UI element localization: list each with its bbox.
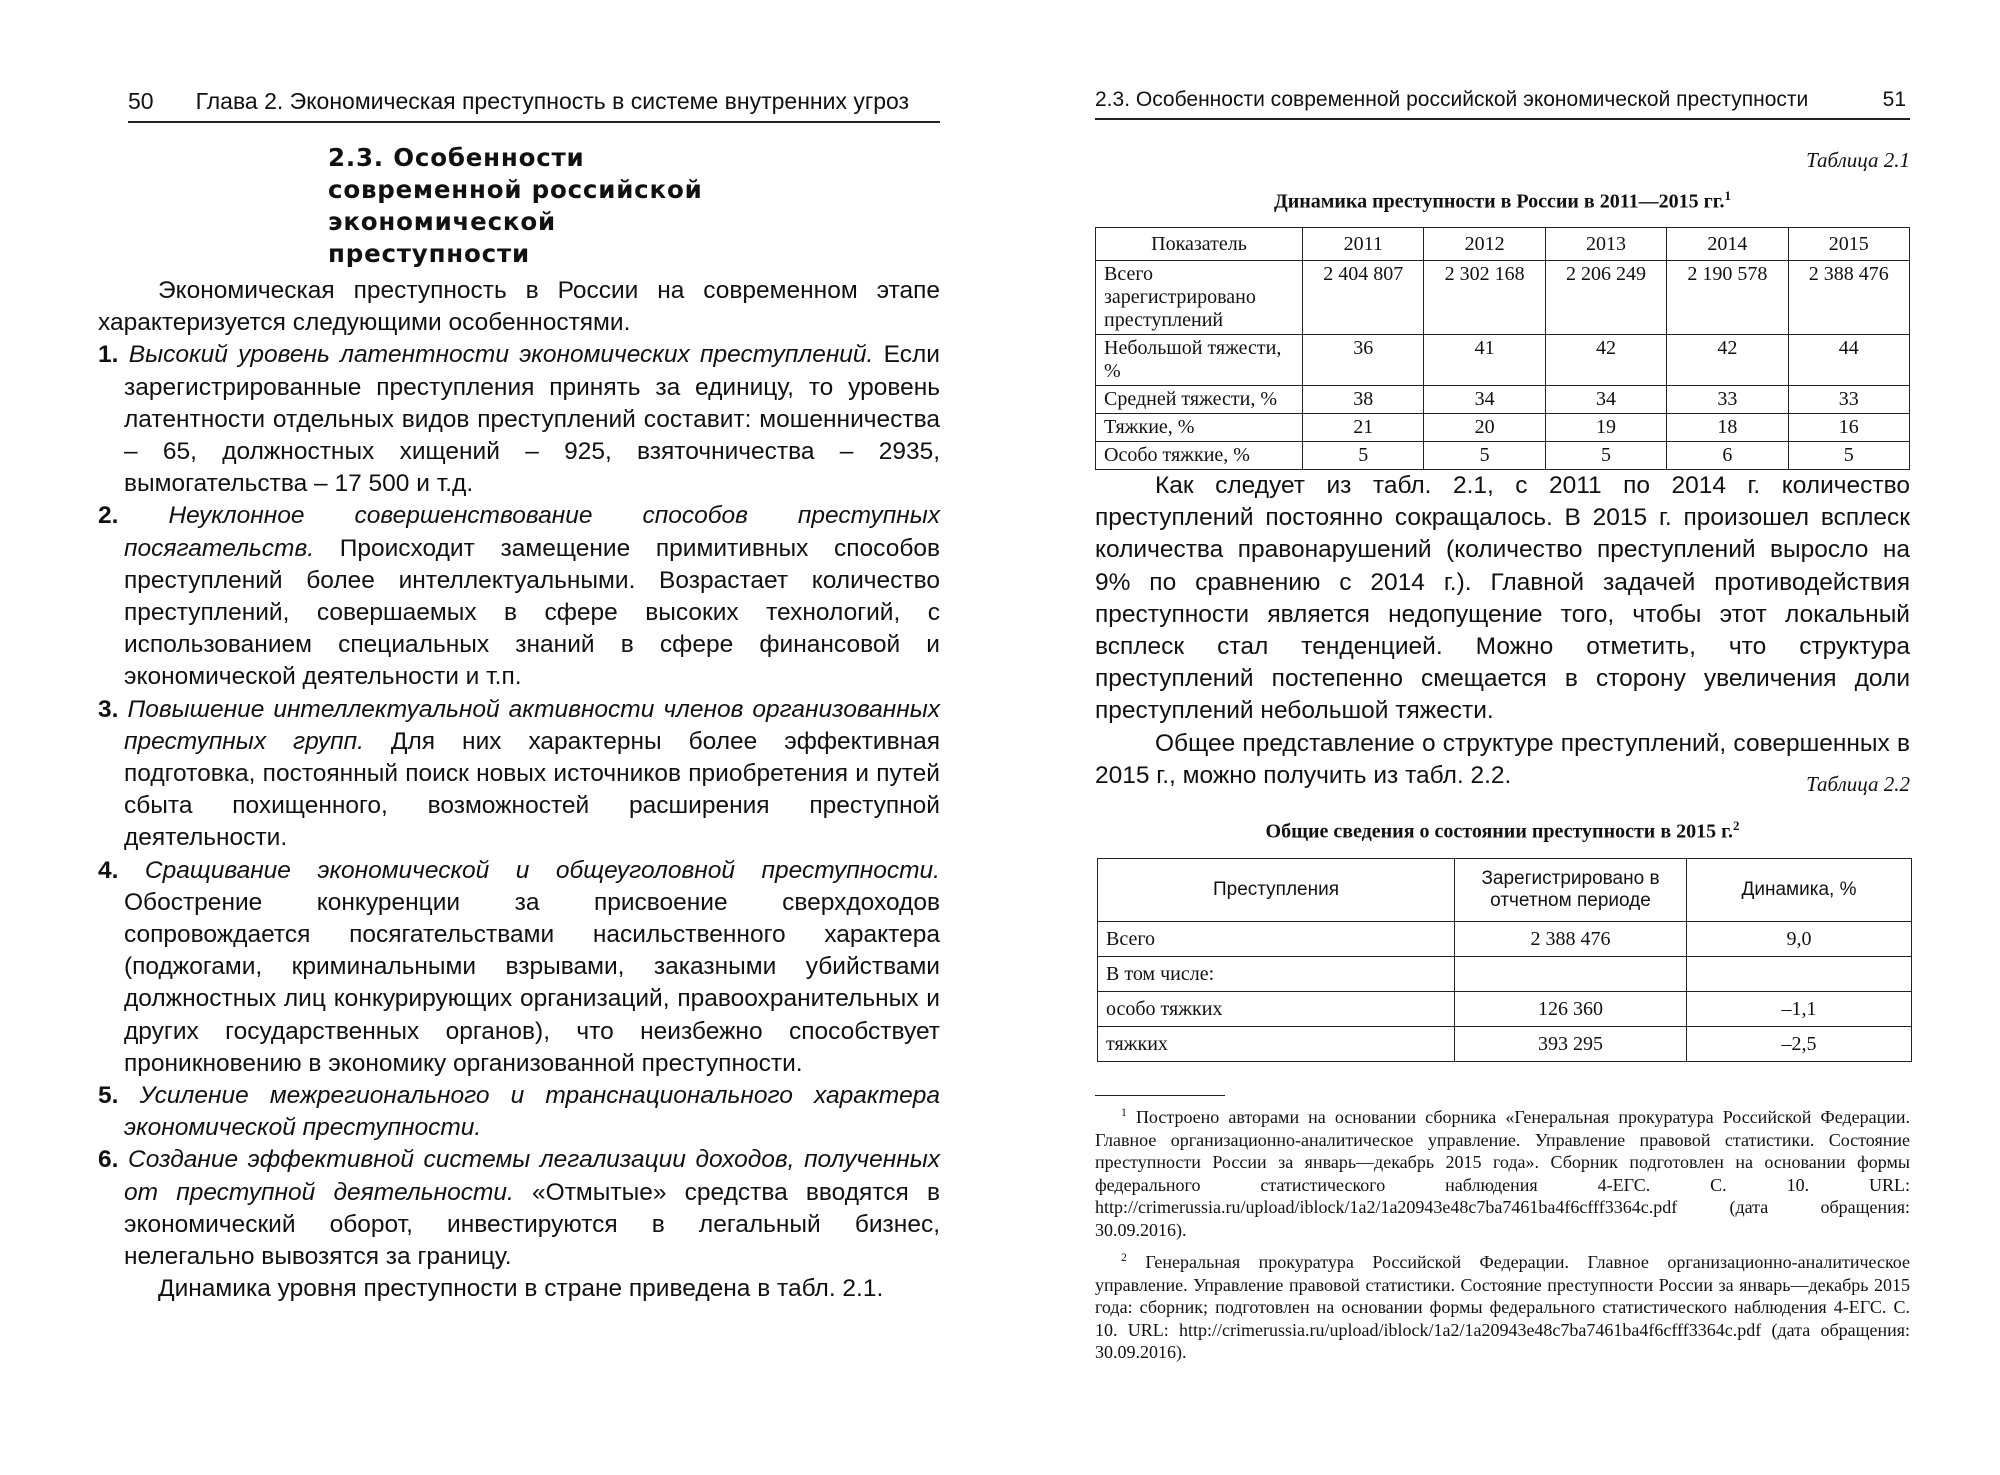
running-head-text: Глава 2. Экономическая преступность в системе внутренних угроз — [195, 88, 910, 114]
table-cell: В том числе: — [1098, 957, 1455, 992]
table-header-row — [1096, 228, 1910, 261]
table-cell: особо тяжких — [1098, 992, 1455, 1027]
running-head — [128, 88, 940, 123]
table-row — [1096, 414, 1910, 442]
table-cell: 20 — [1424, 414, 1545, 442]
crime-summary-table — [1097, 858, 1912, 1062]
table-cell: 44 — [1788, 335, 1909, 386]
table-cell: Тяжкие, % — [1096, 414, 1303, 442]
page-number: 50 — [128, 88, 154, 114]
table-header-cell: 2012 — [1424, 228, 1545, 261]
table-row — [1096, 335, 1910, 386]
table-cell: 41 — [1424, 335, 1545, 386]
running-head-text: 2.3. Особенности современной российской экономической преступности — [1095, 88, 1809, 111]
right-page — [1000, 0, 2000, 1475]
table-cell: 5 — [1788, 442, 1909, 470]
table-row — [1098, 1027, 1912, 1062]
table-header-cell: Преступления — [1098, 859, 1455, 922]
table-cell: 34 — [1424, 386, 1545, 414]
table-row — [1096, 442, 1910, 470]
table-cell: 42 — [1667, 335, 1788, 386]
table-cell: Небольшой тяжести, % — [1096, 335, 1303, 386]
table-cell: 5 — [1424, 442, 1545, 470]
table-label: Таблица 2.1 — [1806, 148, 1910, 172]
table-header-cell: 2011 — [1303, 228, 1424, 261]
table-cell: 6 — [1667, 442, 1788, 470]
list-item: 1. Высокий уровень латентности экономических преступлений. Если зарегистрированные преступления принять за единицу, то уровень латентности отдельных видов преступлений составит: мошенничества – 65, должностных хищений – 925, взяточничества – 2935, вымогательства – 17 500 и т.д. — [98, 341, 940, 498]
table-cell: 2 206 249 — [1545, 261, 1666, 335]
closing-paragraph: Динамика уровня преступности в стране приведена в табл. 2.1. — [158, 1275, 884, 1303]
main-text — [98, 275, 940, 1306]
table-cell: 2 388 476 — [1455, 922, 1687, 957]
table-cell: 2 404 807 — [1303, 261, 1424, 335]
paragraph: Общее представление о структуре преступлений, совершенных в 2015 г., можно получить из табл. 2.2. — [1095, 729, 1910, 789]
table-cell: 38 — [1303, 386, 1424, 414]
table-header-row — [1098, 859, 1912, 922]
list-item: 2. Неуклонное совершенствование способов преступных посягательств. Происходит замещение примитивных способов преступлений более интеллектуальными. Возрастает количество преступлений, совершаемых в сфере высоких технологий, с использованием специальных знаний в сфере финансовой и экономической деятельности и т.п. — [98, 502, 940, 691]
table-label: Таблица 2.2 — [1806, 772, 1910, 796]
table-cell: 33 — [1788, 386, 1909, 414]
table-header-cell: Динамика, % — [1687, 859, 1912, 922]
table-header-cell: 2014 — [1667, 228, 1788, 261]
table-cell: 2 190 578 — [1667, 261, 1788, 335]
list-item: 3. Повышение интеллектуальной активности членов организованных преступных групп. Для них характерны более эффективная подготовка, постоянный поиск новых источников приобретения и путей сбыта похищенного, возможностей расширения преступной деятельности. — [98, 695, 941, 852]
table-cell — [1455, 957, 1687, 992]
table-cell: Средней тяжести, % — [1096, 386, 1303, 414]
table-cell: 19 — [1545, 414, 1666, 442]
table-cell — [1687, 957, 1912, 992]
table-title: Общие сведения о состоянии преступности в 2015 г.$^2$ — [1265, 818, 1740, 843]
section-title: 2.3. Особенности современной российской экономической преступности — [328, 143, 703, 268]
running-head — [1095, 88, 1910, 120]
footnote: $^2$ Генеральная прокуратура Российской Федерации. Главное организационно-аналитическое управление. Управление правовой статистики. Состояние преступности России за январь—декабрь 2015 года: сборник; подготовлен на основании формы федерального статистического наблюдения 4-ЕГС. С. 10. URL: http://crimerussia.ru/upload/iblock/1a2/1a20943e48c7ba7461ba4f6cfff3364c.pdf (дата обращения: 30.09.2016). — [1095, 1251, 1911, 1362]
paragraph: Как следует из табл. 2.1, с 2011 по 2014 г. количество преступлений постоянно сокращалось. В 2015 г. произошел всплеск количества правонарушений (количество преступлений выросло на 9% по сравнению с 2014 г.). Главной задачей противодействия преступности является недопущение того, чтобы этот локальный всплеск стал тенденцией. Можно отметить, что структура преступлений постепенно смещается в сторону увеличения доли преступлений небольшой тяжести. — [1095, 472, 1910, 725]
crime-dynamics-table — [1095, 227, 1910, 470]
table-cell: 126 360 — [1455, 992, 1687, 1027]
table-row — [1098, 992, 1912, 1027]
list-item: 6. Создание эффективной системы легализации доходов, полученных от преступной деятельности. «Отмытые» средства вводятся в экономический оборот, инвестируются в легальный бизнес, нелегально вывозятся за границу. — [98, 1146, 940, 1271]
list-item: 5. Усиление межрегионального и транснационального характера экономической преступности. — [98, 1082, 941, 1142]
table-row — [1098, 922, 1912, 957]
list-item: 4. Сращивание экономической и общеуголовной преступности. Обострение конкуренции за присвоение сверхдоходов сопровождается посягательствами насильственного характера (поджогами, криминальными взрывами, заказными убийствами должностных лиц конкурирующих организаций, правоохранительных и других государственных органов), что неизбежно способствует проникновению в экономику организованной преступности. — [98, 856, 940, 1077]
intro-paragraph: Экономическая преступность в России на современном этапе характеризуется следующими особенностями. — [98, 277, 940, 337]
table-header-cell: 2013 — [1545, 228, 1666, 261]
table-cell: –2,5 — [1687, 1027, 1912, 1062]
table-cell: 5 — [1303, 442, 1424, 470]
footnote: $^1$ Построено авторами на основании сборника «Генеральная прокуратура Российской Федерации. Главное организационно-аналитическое управление. Управление правовой статистики. Состояние преступности России за январь—декабрь 2015 года». Сборник подготовлен на основании формы федерального статистического наблюдения 4-ЕГС. С. 10. URL: http://crimerussia.ru/upload/iblock/1a2/1a20943e48c7ba7461ba4f6cfff3364c.pdf (дата обращения: 30.09.2016). — [1095, 1106, 1910, 1240]
table-cell: 16 — [1788, 414, 1909, 442]
table-cell: тяжких — [1098, 1027, 1455, 1062]
table-cell: 5 — [1545, 442, 1666, 470]
table-cell: 21 — [1303, 414, 1424, 442]
table-title: Динамика преступности в России в 2011—2015 гг.$^1$ — [1273, 188, 1732, 213]
table-cell: Особо тяжкие, % — [1096, 442, 1303, 470]
table-row — [1096, 386, 1910, 414]
table-cell: 34 — [1545, 386, 1666, 414]
table-cell: 393 295 — [1455, 1027, 1687, 1062]
table-cell: –1,1 — [1687, 992, 1912, 1027]
table-cell: 36 — [1303, 335, 1424, 386]
table-cell: 33 — [1667, 386, 1788, 414]
table-cell: 2 302 168 — [1424, 261, 1545, 335]
table-cell: Всего зарегистрировано преступлений — [1096, 261, 1303, 335]
table-cell: 18 — [1667, 414, 1788, 442]
table-cell: Всего — [1098, 922, 1455, 957]
table-header-cell: Зарегистрировано в отчетном периоде — [1455, 859, 1687, 922]
table-cell: 42 — [1545, 335, 1666, 386]
table-cell: 2 388 476 — [1788, 261, 1909, 335]
table-header-cell: 2015 — [1788, 228, 1909, 261]
footnote-divider — [1095, 1095, 1225, 1096]
table-row — [1098, 957, 1912, 992]
analysis-text — [1095, 470, 1910, 792]
table-cell: 9,0 — [1687, 922, 1912, 957]
footnotes — [1095, 1095, 1910, 1370]
page-number: 51 — [1882, 88, 1906, 111]
table-row — [1096, 261, 1910, 335]
table-header-cell: Показатель — [1096, 228, 1303, 261]
